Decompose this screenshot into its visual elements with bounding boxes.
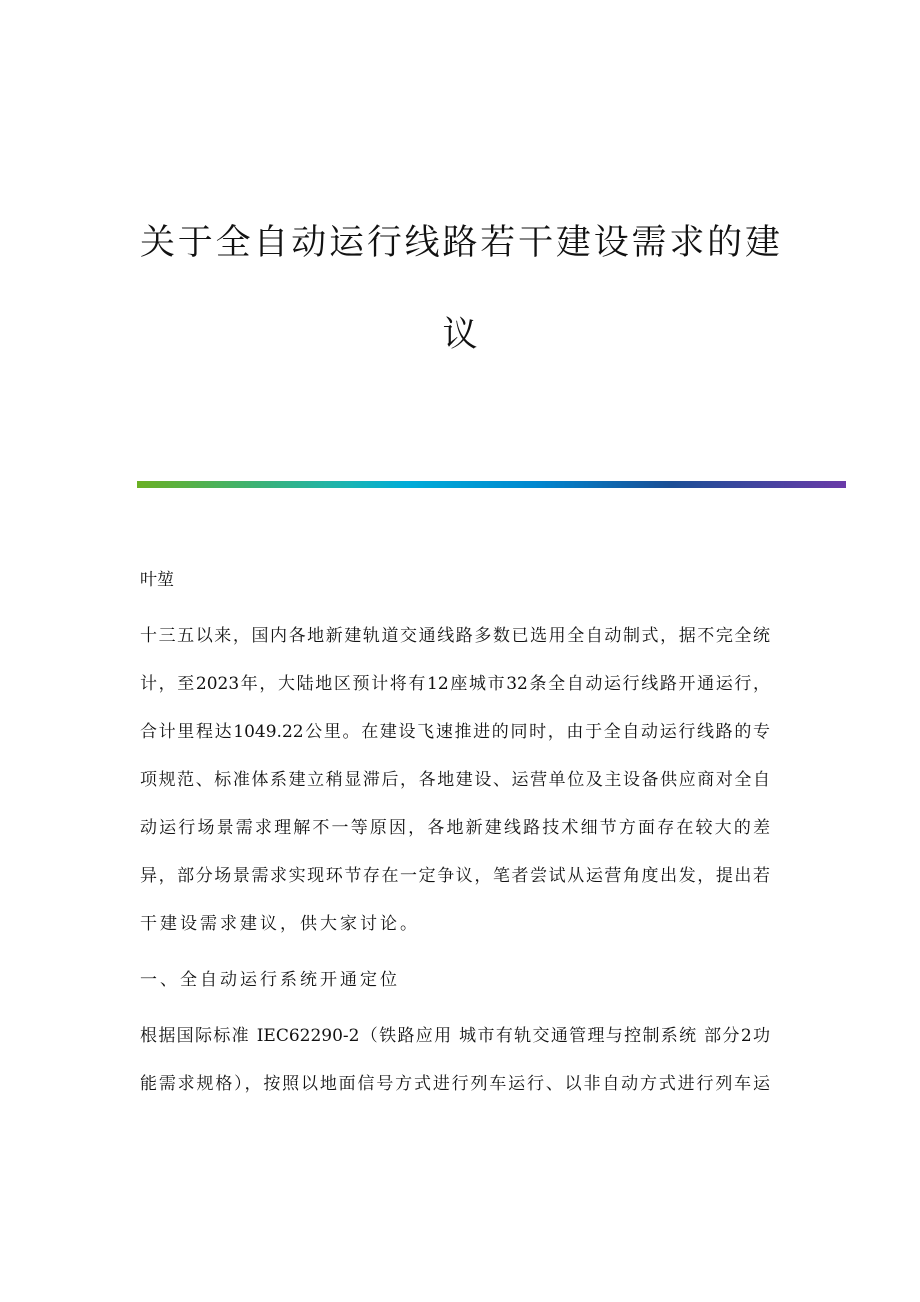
- paragraph-line: 干建设需求建议，供大家讨论。: [140, 914, 420, 934]
- paragraph-line: 十三五以来，国内各地新建轨道交通线路多数已选用全自动制式，据不完全统: [140, 626, 770, 646]
- paragraph-line: 动运行场景需求理解不一等原因，各地新建线路技术细节方面存在较大的差: [140, 818, 770, 838]
- paragraph-line: 计，至2023年，大陆地区预计将有12座城市32条全自动运行线路开通运行，: [140, 674, 770, 694]
- document-title-line-2: 议: [442, 315, 478, 355]
- section-heading: 一、全自动运行系统开通定位: [140, 970, 400, 990]
- gradient-divider: [137, 481, 846, 488]
- author: 叶堃: [140, 570, 174, 590]
- paragraph-line: 项规范、标准体系建立稍显滞后，各地建设、运营单位及主设备供应商对全自: [140, 770, 770, 790]
- paragraph-line: 异，部分场景需求实现环节存在一定争议，笔者尝试从运营角度出发，提出若: [140, 866, 770, 886]
- paragraph-line: 合计里程达1049.22公里。在建设飞速推进的同时，由于全自动运行线路的专: [140, 722, 770, 742]
- paragraph-line: 能需求规格），按照以地面信号方式进行列车运行、以非自动方式进行列车运: [140, 1074, 770, 1094]
- document-title-line-1: 关于全自动运行线路若干建设需求的建: [140, 223, 780, 263]
- paragraph-line: 根据国际标准 IEC62290-2（铁路应用 城市有轨交通管理与控制系统 部分2功: [140, 1026, 770, 1046]
